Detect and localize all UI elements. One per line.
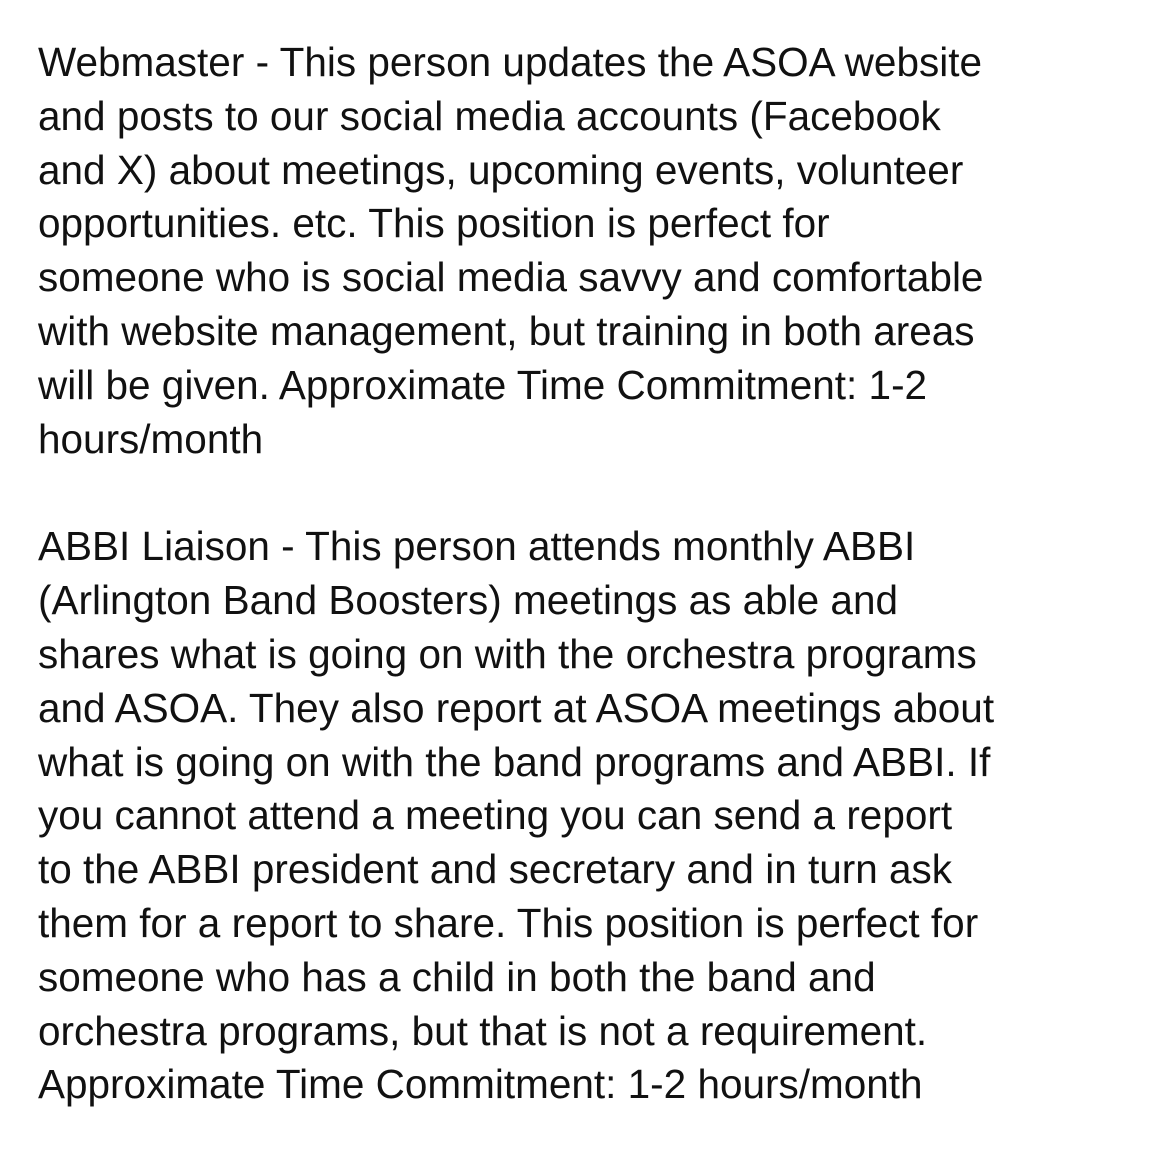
text-line: and posts to our social media accounts (Facebook [38,92,941,139]
text-line: someone who is social media savvy and comfortable [38,254,984,301]
text-line: Approximate Time Commitment: 1-2 hours/month [38,1061,923,1108]
text-line: Webmaster - This person updates the ASOA website [38,39,982,85]
text-line: hours/month [38,415,264,462]
text-line: what is going on with the band programs and ABBI. If [38,738,991,785]
text-line: and X) about meetings, upcoming events, volunteer [38,146,964,193]
text-line: ABBI Liaison - This person attends monthly ABBI [38,523,916,570]
text-line: and ASOA. They also report at ASOA meetings about [38,684,995,731]
paragraph-spacer [38,466,1138,520]
text-line: you cannot attend a meeting you can send a report [38,792,953,839]
abbi-liaison-paragraph [38,520,1138,1112]
text-line: shares what is going on with the orchestra programs [38,630,977,677]
text-line: them for a report to share. This position is perfect for [38,899,979,946]
text-line: (Arlington Band Boosters) meetings as able and [38,577,898,624]
text-line: someone who has a child in both the band and [38,953,876,1000]
text-line: will be given. Approximate Time Commitment: 1-2 [38,361,928,408]
text-line: to the ABBI president and secretary and in turn ask [38,846,953,893]
document-body [38,36,1138,1112]
text-line: with website management, but training in both areas [38,307,975,354]
text-line: orchestra programs, but that is not a requirement. [38,1007,928,1054]
text-line: opportunities. etc. This position is perfect for [38,200,830,247]
webmaster-paragraph [38,36,1138,466]
